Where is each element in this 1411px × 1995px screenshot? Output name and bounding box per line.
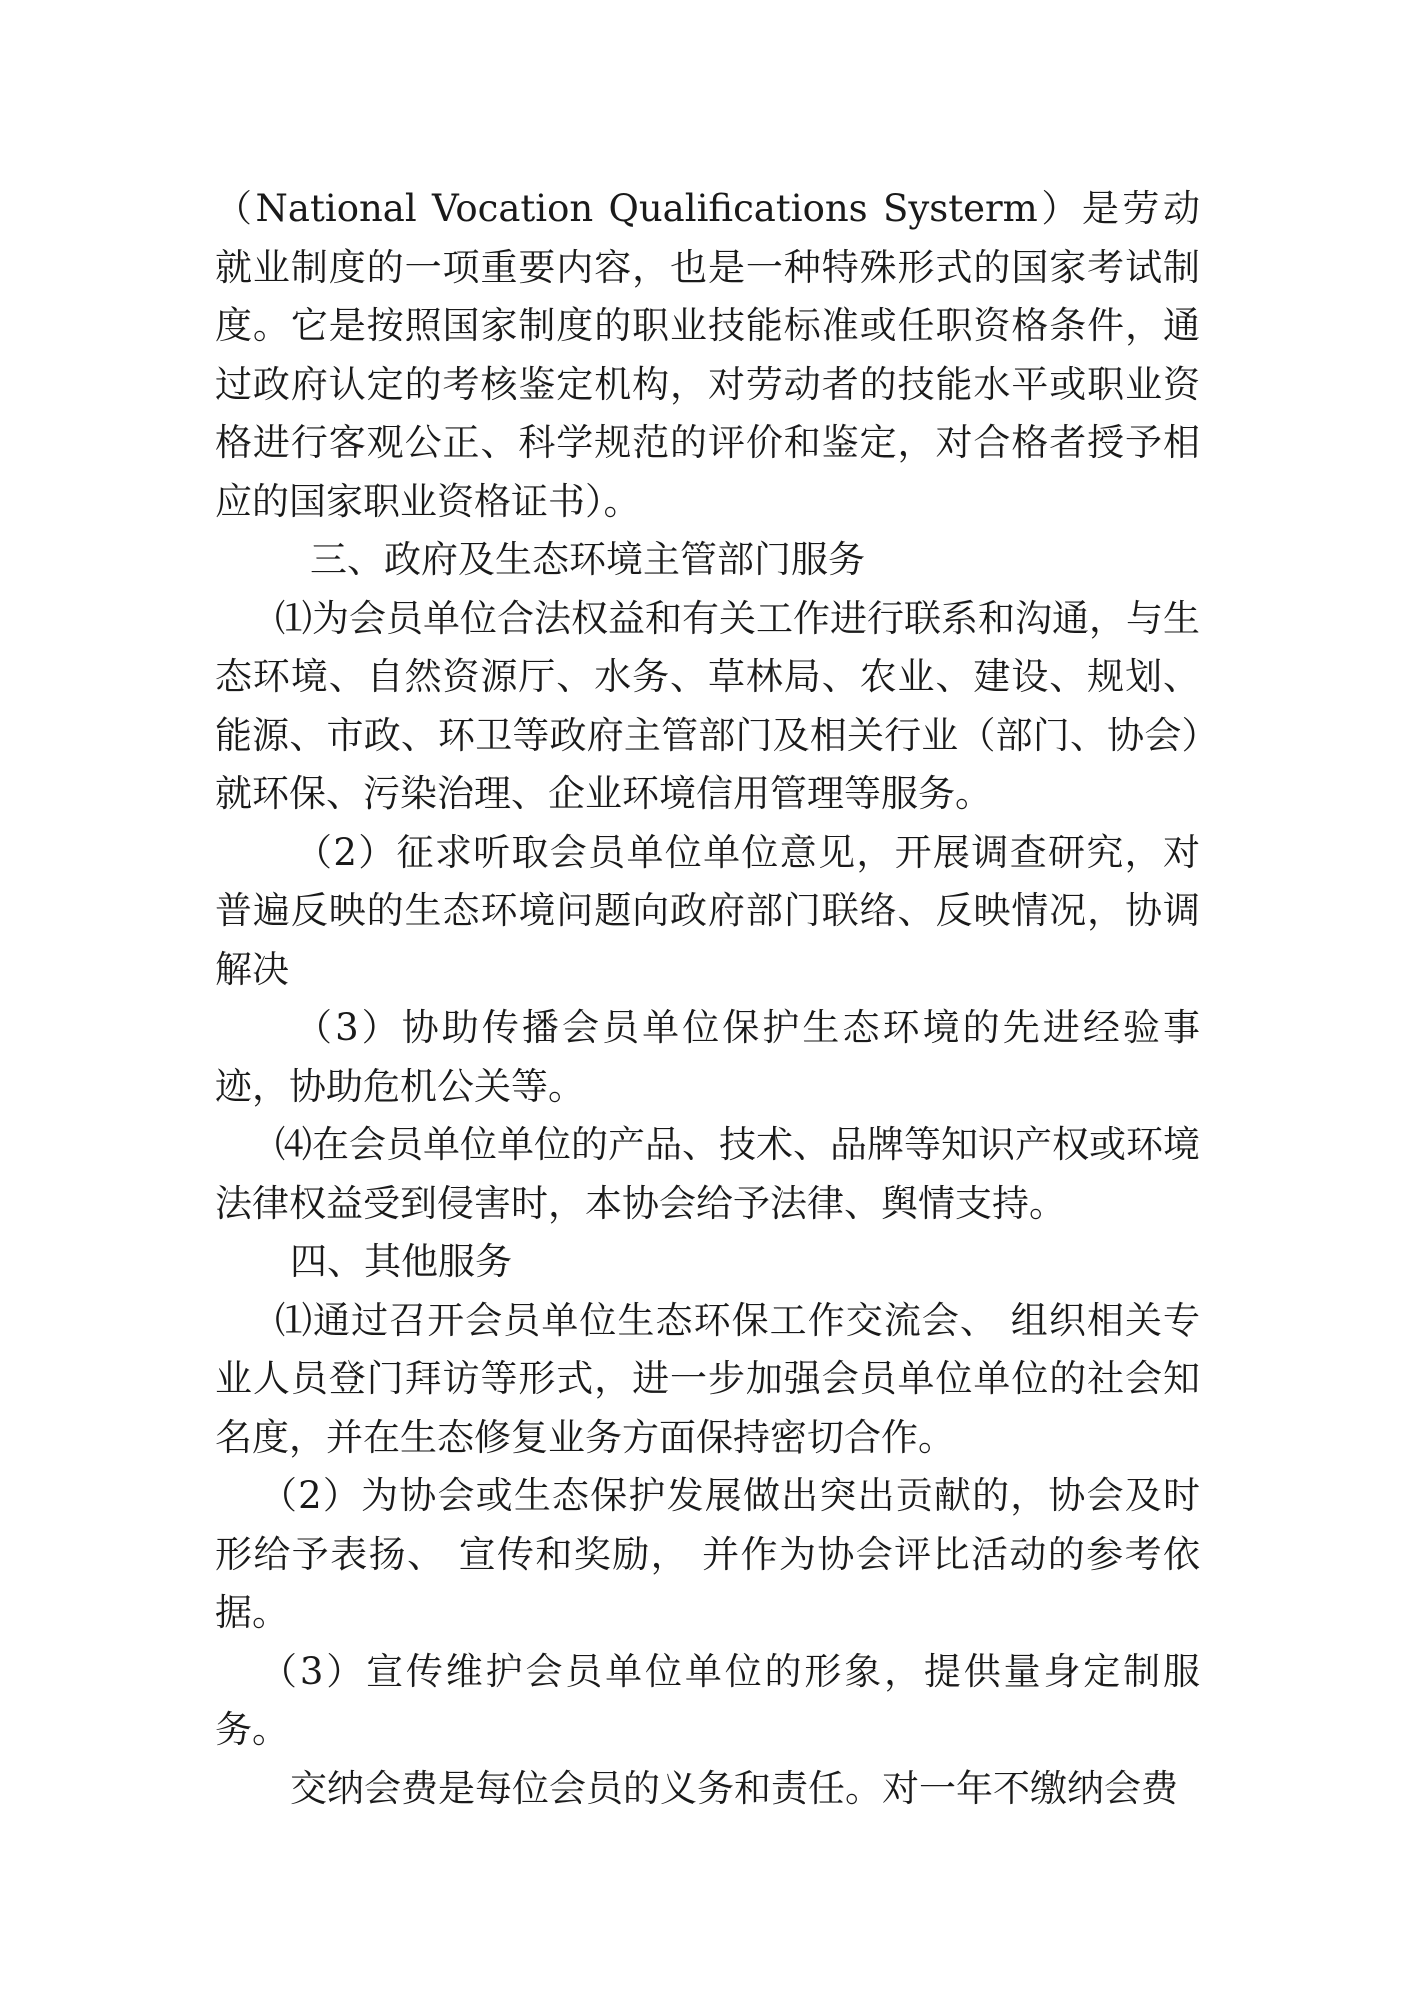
paragraph-4-2: （2）为协会或生态保护发展做出突出贡献的，协会及时形给予表扬、 宣传和奖励， 并作为协会评比活动的参考依据。 [215,1474,1200,1634]
paragraph-membership-fee: 交纳会费是每位会员的义务和责任。对一年不缴纳会费 [290,1766,1178,1810]
paragraph-4-1: ⑴通过召开会员单位生态环保工作交流会、 组织相关专业人员登门拜访等形式，进一步加强会员单位单位的社会知名度，并在生态修复业务方面保持密切合作。 [215,1298,1200,1459]
paragraph-3-1: ⑴为会员单位合法权益和有关工作进行联系和沟通，与生态环境、自然资源厅、水务、草林局、农业、建设、规划、能源、市政、环卫等政府主管部门及相关行业（部门、协会）就环保、污染治理、企业环境信用管理等服务。 [215,596,1200,815]
paragraph-4-3: （3）宣传维护会员单位单位的形象，提供量身定制服务。 [215,1649,1200,1751]
section-heading-other-services: 四、其他服务 [290,1240,512,1283]
paragraph-qualification-system: （National Vocation Qualifications Systerm）是劳动就业制度的一项重要内容，也是一种特殊形式的国家考试制度。它是按照国家制度的职业技能标准或任职资格条件，通过政府认定的考核鉴定机构，对劳动者的技能水平或职业资格进行客观公正、科学规范的评价和鉴定，对合格者授予相应的国家职业资格证书）。 [215,187,1200,523]
paragraph-3-3: （3）协助传播会员单位保护生态环境的先进经验事迹，协助危机公关等。 [215,1006,1200,1108]
document-body [215,180,1200,1818]
paragraph-3-4: ⑷在会员单位单位的产品、技术、品牌等知识产权或环境法律权益受到侵害时，本协会给予法律、舆情支持。 [215,1123,1200,1225]
paragraph-3-2: （2）征求听取会员单位单位意见，开展调查研究，对普遍反映的生态环境问题向政府部门联络、反映情况，协调解决 [215,830,1200,991]
section-heading-government-services: 三、政府及生态环境主管部门服务 [310,538,865,581]
